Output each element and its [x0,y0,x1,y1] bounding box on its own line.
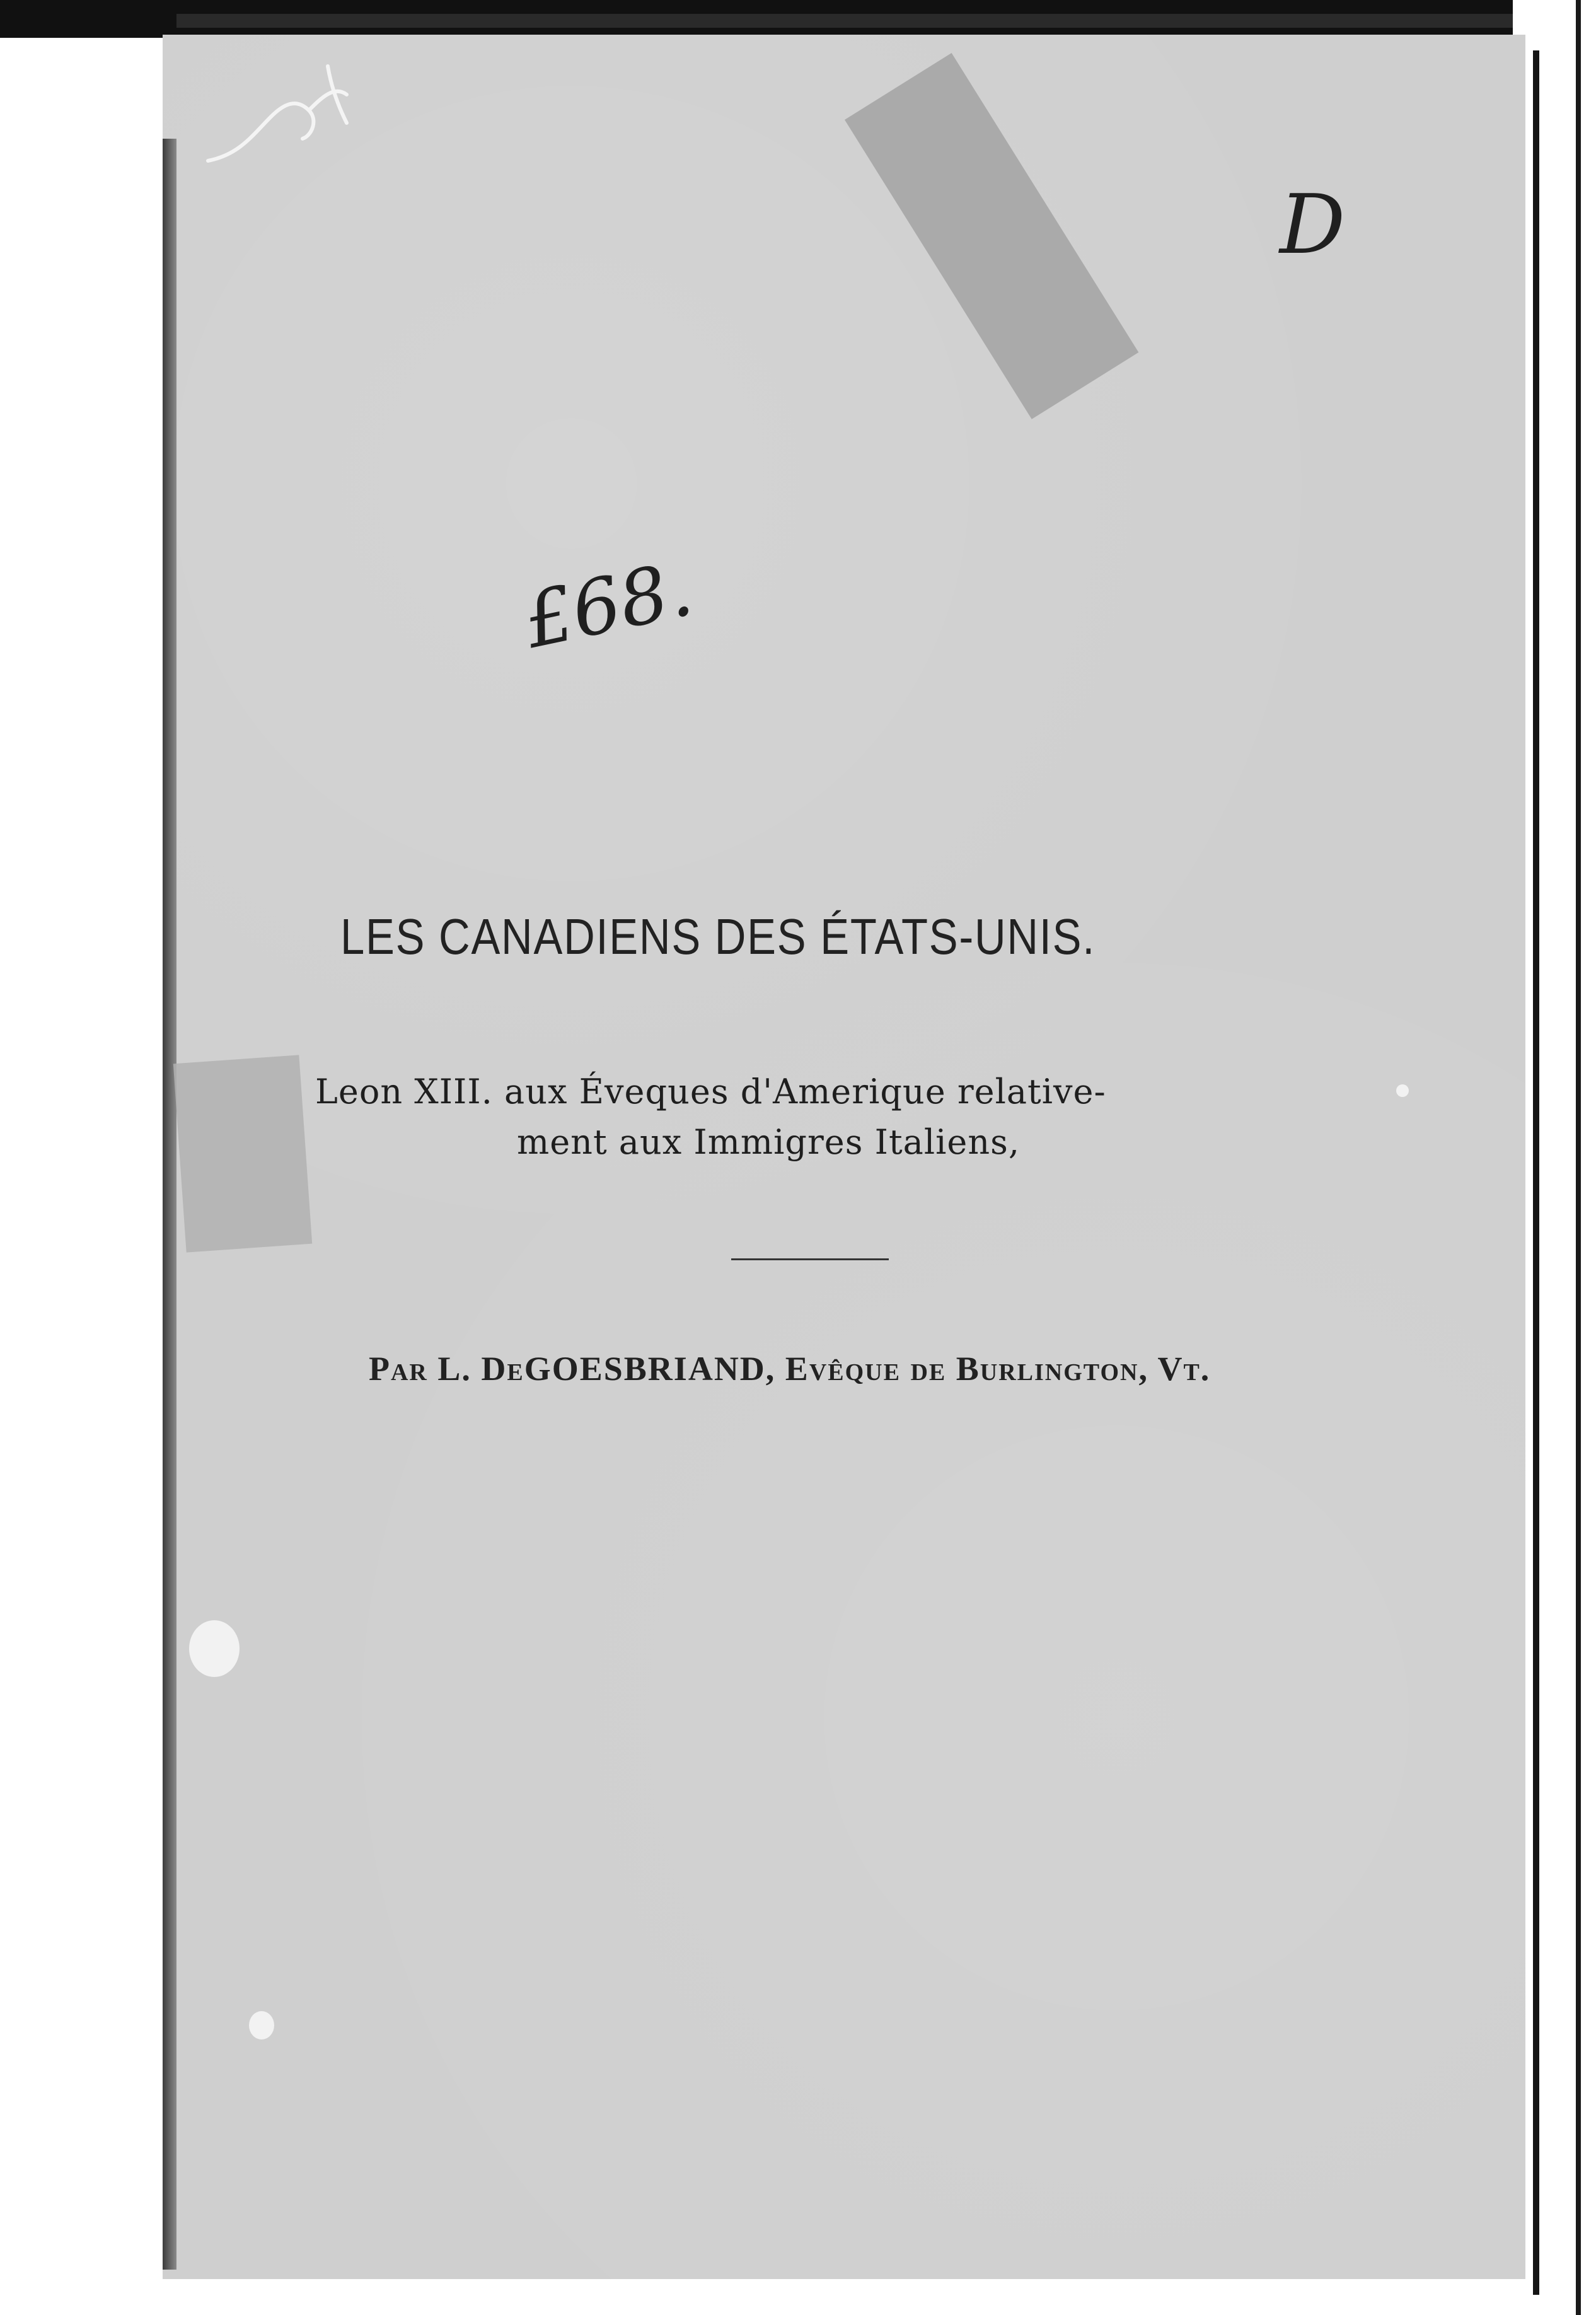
handwritten-letter-mark: D [1280,177,1346,272]
divider-rule [731,1258,889,1260]
document-title: LES CANADIENS DES ÉTATS-UNIS. [340,908,1096,965]
film-edge-line-outer [1576,0,1581,2315]
document-subtitle [315,1067,1336,1168]
paper-speck [1396,1084,1409,1097]
tape-strip-left [173,1055,312,1252]
subtitle-line-1: Leon XIII. aux Éveques d'Amerique relative- [315,1072,1106,1111]
film-border-top-inner [176,14,1563,28]
author-byline: Par L. DeGOESBRIAND, Evêque de Burlington, Vt. [369,1350,1211,1388]
handwritten-shelf-number: £68. [517,545,700,666]
page-spine [163,139,176,2270]
subtitle-line-2: ment aux Immigres Italiens, [517,1122,1021,1162]
film-edge-line [1533,50,1539,2295]
paper-speck [189,1620,240,1677]
paper-speck [249,2011,274,2039]
film-border-top [0,0,1596,38]
handwritten-scribble [202,60,366,173]
